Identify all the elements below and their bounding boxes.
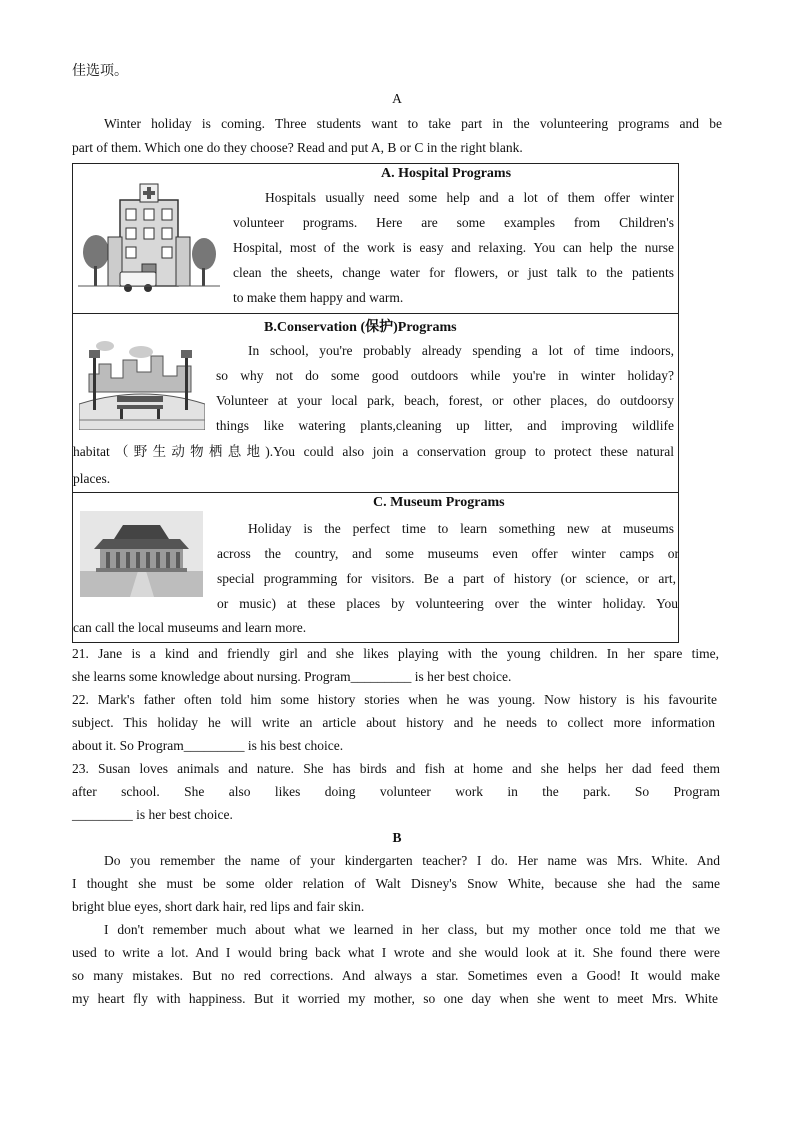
park-icon [79,334,205,430]
question-23-line-3: _________ is her best choice. [72,807,233,822]
program-c-title: C. Museum Programs [373,495,505,510]
program-b-line-3: Volunteer at your local park, beach, forest, or other places, do outdoorsy [216,393,674,408]
question-23-line-2: after school. She also likes doing volunteer work in the park. So Program [72,784,720,799]
program-a-line-3: Hospital, most of the work is easy and relaxing. You can help the nurse [233,240,674,255]
question-21-line-1: 21. Jane is a kind and friendly girl and she likes playing with the young children. In her spare time, [72,646,719,661]
program-b-line-4: things like watering plants,cleaning up litter, and improving wildlife [216,418,674,433]
program-c-line-5: can call the local museums and learn more. [73,620,307,635]
section-b-line-1: Do you remember the name of your kindergarten teacher? I do. Her name was Mrs. White. And [104,853,720,868]
museum-icon [80,511,203,597]
question-22-line-3: about it. So Program_________ is his best choice. [72,738,344,753]
program-a-line-5: to make them happy and warm. [233,290,404,305]
program-c-line-2: across the country, and some museums even offer winter camps or [217,546,679,561]
program-a-line-2: volunteer programs. Here are some examples from Children's [233,215,674,230]
program-b-line-5: habitat（野生动物栖息地).You could also join a conservation group to protect these natural [73,444,674,459]
section-b-line-3: bright blue eyes, short dark hair, red lips and fair skin. [72,899,365,914]
section-b-line-2: I thought she must be some older relation of Walt Disney's Snow White, because she had the same [72,876,720,891]
program-c-line-1: Holiday is the perfect time to learn something new at museums [248,521,674,536]
question-22-line-2: subject. This holiday he will write an article about history and he needs to collect more information [72,715,715,730]
section-a-heading: A [392,91,402,106]
program-c-line-4: or music) at these places by volunteering over the winter holiday. You [217,596,678,611]
section-b-line-4: I don't remember much about what we learned in her class, but my mother once told me that we [104,922,720,937]
section-b-heading: B [392,830,402,845]
question-21-line-2: she learns some knowledge about nursing. Program_________ is her best choice. [72,669,512,684]
program-b-line-6: places. [73,471,111,486]
program-b-title: B.Conservation (保护)Programs [264,320,457,335]
question-23-line-1: 23. Susan loves animals and nature. She has birds and fish at home and she helps her dad feed them [72,761,720,776]
hospital-icon [78,182,220,294]
section-b-line-7: my heart fly with happiness. But it worried my mother, so one day when she went to meet Mrs. White [72,991,718,1006]
program-a-title: A. Hospital Programs [381,166,512,181]
section-b-line-6: so many mistakes. But no red corrections. And always a star. Sometimes even a Good! It would make [72,968,720,983]
program-b-line-2: so why not do some good outdoors while you're in winter holiday? [216,368,674,383]
question-22-line-1: 22. Mark's father often told him some history stories when he was young. Now history is his favourite [72,692,717,707]
section-b-line-5: used to write a lot. And I would bring back what I wrote and she would look at it. She found there were [72,945,720,960]
program-a-line-1: Hospitals usually need some help and a lot of them offer winter [265,190,674,205]
intro-line-1: Winter holiday is coming. Three students want to take part in the volunteering programs and be [104,116,722,131]
intro-line-2: part of them. Which one do they choose? Read and put A, B or C in the right blank. [72,140,523,155]
program-b-line-1: In school, you're probably already spending a lot of time indoors, [248,343,674,358]
program-c-line-3: special programming for visitors. Be a part of history (or science, or art, [217,571,676,586]
program-a-line-4: clean the sheets, change water for flowers, or just talk to the patients [233,265,674,280]
top-note: 佳选项。 [72,64,128,79]
